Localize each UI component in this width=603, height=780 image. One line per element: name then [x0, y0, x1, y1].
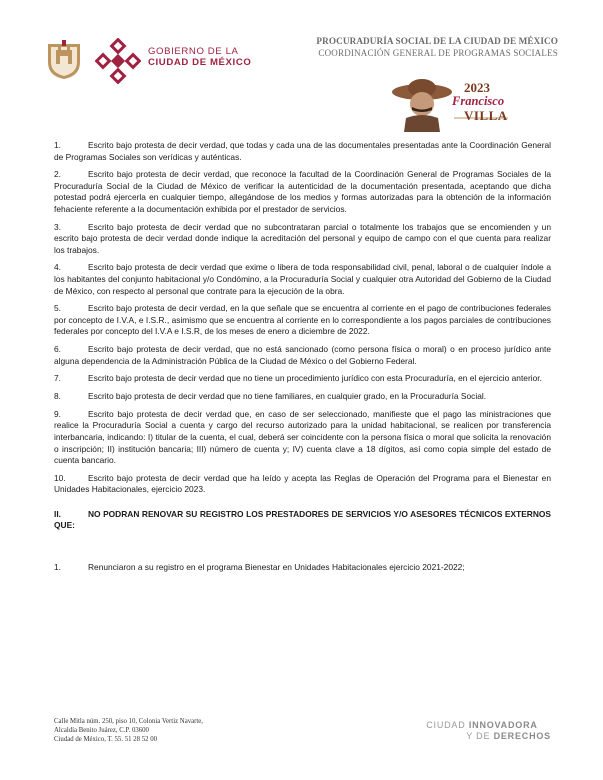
- address-line: Ciudad de México, T. 55. 51 28 52 00: [54, 736, 158, 743]
- list-item: [54, 473, 551, 496]
- list-item: [54, 391, 551, 403]
- cdmx-government-emblem-icon: [95, 38, 141, 84]
- section-heading: [54, 509, 551, 532]
- slogan-part: DERECHOS: [493, 731, 551, 741]
- institution-header: [316, 36, 558, 58]
- villa-year: 2023: [464, 80, 490, 95]
- item-number: 4.: [54, 262, 61, 273]
- section-number: II.: [54, 508, 61, 519]
- item-number: 5.: [54, 303, 61, 314]
- address-line: Calle Mitla núm. 250, piso 10, Colonia Vertiz Navarte,: [54, 718, 204, 725]
- footer-slogan: [426, 720, 551, 742]
- cdmx-shield-icon: [46, 36, 82, 80]
- slogan-part: CIUDAD: [426, 720, 469, 730]
- item-text: Escrito bajo protesta de decir verdad que no tiene familiares, en cualquier grado, en la Procuraduría Social.: [88, 391, 487, 402]
- gov-line2: CIUDAD DE MÉXICO: [148, 57, 252, 68]
- item-number: 8.: [54, 391, 61, 402]
- item-text: Escrito bajo protesta de decir verdad que exime o libera de toda responsabilidad civil, penal, laboral o de cualquier índole a los habitantes del conjunto habitacional y/o Condómino, a la Procuraduría Social y cualquier otra Autoridad del Gobierno de la Ciudad de México, con respecto al personal que contrate para la ejecución de la obra.: [54, 262, 551, 296]
- list-item: [54, 222, 551, 257]
- footer-address: [54, 717, 203, 744]
- list-item: [54, 303, 551, 338]
- section-title: NO PODRAN RENOVAR SU REGISTRO LOS PRESTADORES DE SERVICIOS Y/O ASESORES TÉCNICOS EXTERNOS QUE:: [54, 508, 551, 531]
- item-text: Escrito bajo protesta de decir verdad, en la que señale que se encuentra al corriente en el pago de contribuciones federales por concepto de I.V.A, e I.S.R., asimismo que se encuentra al corriente en lo correspondiente a los pagos parciales de contribuciones federales por concepto del I.V.A e I.S.R, de los meses de enero a diciembre de 2022.: [54, 303, 551, 337]
- list-item: [54, 344, 551, 367]
- list-item: [54, 169, 551, 215]
- item-number: 1.: [54, 562, 61, 572]
- list-item: [54, 562, 551, 574]
- government-wordmark: [148, 46, 251, 68]
- slogan-part: Y DE: [466, 731, 494, 741]
- item-text: Escrito bajo protesta de decir verdad, que no está sancionado (como persona física o moral) o en proceso jurídico ante alguna dependencia de la Administración Pública de la Ciudad de México o del Gobierno Federal.: [54, 344, 551, 366]
- item-text: Escrito bajo protesta de decir verdad que no tiene un procedimiento jurídico con esta Procuraduría, en el ejercicio anterior.: [88, 373, 542, 384]
- institution-name: PROCURADURÍA SOCIAL DE LA CIUDAD DE MÉXICO: [316, 36, 558, 46]
- list-item: [54, 409, 551, 467]
- villa-name-last: VILLA: [464, 108, 508, 123]
- coordination-name: COORDINACIÓN GENERAL DE PROGRAMAS SOCIALES: [318, 48, 558, 58]
- item-number: 2.: [54, 169, 61, 180]
- villa-name-first: Francisco: [452, 94, 505, 108]
- item-number: 10.: [54, 472, 66, 483]
- list-item: [54, 262, 551, 297]
- item-number: 1.: [54, 140, 61, 150]
- item-number: 6.: [54, 344, 61, 355]
- address-line: Alcaldía Benito Juárez, C.P. 03600: [54, 727, 149, 734]
- item-text: Escrito bajo protesta de decir verdad, que todas y cada una de las documentales presentadas ante la Coordinación General de Programas Sociales son verídicas y auténticas.: [54, 140, 551, 162]
- gov-line1: GOBIERNO DE LA: [148, 46, 239, 57]
- document-body: [54, 140, 551, 580]
- list-item: [54, 373, 551, 385]
- item-text: Escrito bajo protesta de decir verdad que no subcontrataran parcial o totalmente los trabajos que se encomienden y un escrito bajo protesta de decir verdad donde indique la acreditación del personal y equipo de campo con el que cuenta para realizar los trabajos.: [54, 221, 551, 255]
- item-number: 7.: [54, 373, 61, 384]
- item-number: 3.: [54, 221, 61, 232]
- list-item: [54, 140, 551, 163]
- item-number: 9.: [54, 408, 61, 419]
- item-text: Escrito bajo protesta de decir verdad que ha leído y acepta las Reglas de Operación del Programa para el Bienestar en Unidades Habitacionales, ejercicio 2023.: [54, 472, 551, 495]
- item-text: Renunciaron a su registro en el programa Bienestar en Unidades Habitacionales ejercicio 2021-2022;: [88, 562, 465, 572]
- item-text: Escrito bajo protesta de decir verdad, que reconoce la facultad de la Coordinación General de Programas Sociales de la Procuraduría Social de la Ciudad de México de verificar la autenticidad de la documentación presentada, aceptando que dicha potestad podrá ejercerla en cualquier tiempo, allegándose de los medios y formas autorizadas para la obtención de la información fehaciente referente a la documentación exhibida por el prestador de servicios.: [54, 169, 551, 214]
- item-text: Escrito bajo protesta de decir verdad que, en caso de ser seleccionado, manifieste que el pago las ministraciones que realice la Procuraduría Social a cuenta y cargo del recurso autorizado para la unidad habitacional, se realicen por transferencia interbancaria, indicando: I) titular de la cuenta, el cual, deberá ser coincidente con la persona física o moral que solicita la renovación o inscripción; II) institución bancaria; III) número de cuenta y; IV) cuenta clave a 18 dígitos, así como copia simple del estado de cuenta bancario.: [54, 408, 551, 466]
- slogan-part: INNOVADORA: [468, 720, 538, 730]
